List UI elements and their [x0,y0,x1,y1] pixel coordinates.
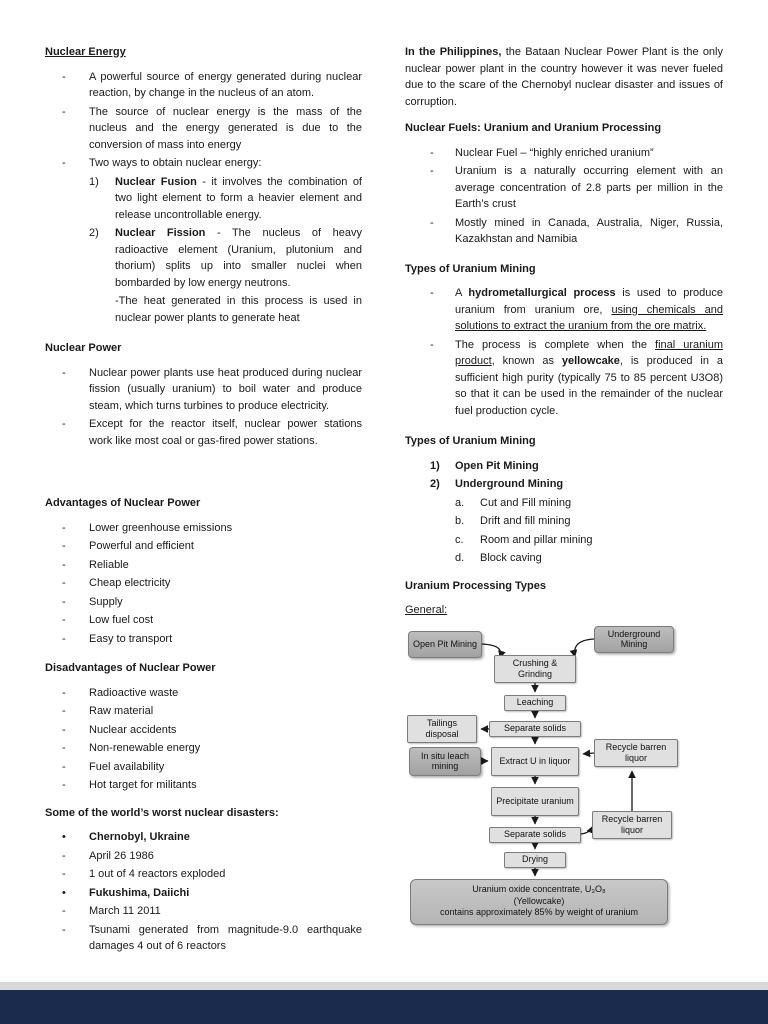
list-item-lettered [455,550,723,567]
list-item-text: Cut and Fill mining [480,496,572,509]
list-item [45,538,362,555]
list-item-text: Fuel availability [89,760,165,773]
list-item-text: Chernobyl, Ukraine [89,831,190,843]
list-item-numbered [89,225,362,291]
list-item [405,163,723,213]
list-item-text: Nuclear Fuel – “highly enriched uranium” [455,146,654,159]
dash-bullet: - [62,705,66,717]
yellowcake-line-1: Uranium oxide concentrate, U₃O₈ [472,883,606,894]
list-item-text: Open Pit Mining [455,459,539,472]
list-item [45,885,362,902]
dash-bullet: - [62,723,66,736]
dash-bullet: - [62,540,66,552]
yellowcake-line-3: contains approximately 85% by weight of uranium [439,907,639,918]
dash-bullet: - [62,849,66,862]
page-edge-strip [0,982,768,990]
heading-nuclear-power: Nuclear Power [45,342,122,354]
list-item-text: The process is complete when the final uranium product, known as yellowcake, is produced in a sufficient high purity (typically 75 to 85 percent U3O8) so that it can be used in the remainder of the nuclear fuel production cycle. [455,338,723,417]
flowchart-box-underground-mining: Underground Mining [594,626,674,653]
dash-bullet: - [430,287,434,299]
dash-bullet: - [62,70,66,83]
list-item [45,685,362,702]
list-item [45,703,362,720]
list-item-text: Underground Mining [455,478,564,490]
list-number: 2) [430,478,440,490]
dash-bullet: - [62,418,66,430]
flowchart-box-extract-u-in-liquor: Extract U in liquor [491,747,579,776]
dash-bullet: - [62,742,66,754]
list-item [45,612,362,629]
list-item-text: Cheap electricity [89,577,171,589]
uranium-processing-flowchart [405,625,723,927]
list-item-lettered [455,495,723,512]
heading-disasters: Some of the world’s worst nuclear disasters: [45,806,279,819]
list-item-text: Block caving [480,552,542,564]
dash-bullet: - [62,595,66,608]
list-item-text: Nuclear Fission - The nucleus of heavy radioactive element (Uranium, plutonium and thorium) splits up into smaller nuclei when bombarded by low energy neutrons. [115,227,362,289]
list-item [45,69,362,102]
list-letter: c. [455,533,464,546]
list-number: 1) [89,175,99,188]
list-item [45,777,362,794]
list-item [45,416,362,449]
list-item [45,557,362,574]
dash-bullet: - [62,521,66,534]
list-item [45,829,362,846]
dash-bullet: - [62,366,66,379]
list-item [45,922,362,955]
list-item-text: April 26 1986 [89,849,154,862]
dot-bullet: • [62,831,66,843]
list-item-text: Nuclear accidents [89,723,177,736]
section-disasters [45,805,362,955]
flowchart-box-precipitate-uranium: Precipitate uranium [491,787,579,816]
list-item [45,631,362,648]
heading-types-of-uranium-mining: Types of Uranium Mining [405,262,536,275]
list-item [45,759,362,776]
dash-bullet: - [430,165,434,177]
dash-bullet: - [62,923,66,936]
flowchart-box-recycle-barren-liquor-2: Recycle barren liquor [592,811,672,839]
list-item-text: Lower greenhouse emissions [89,521,233,534]
left-column [45,44,362,957]
viewer-footer-bar [0,990,768,1024]
dash-bullet: - [62,779,66,791]
list-item-text: Drift and fill mining [480,515,571,527]
section-nuclear-energy [45,44,362,326]
list-item-text: Supply [89,595,123,608]
flowchart-box-crushing-grinding: Crushing & Grinding [494,655,576,683]
list-item-text: Nuclear power plants use heat produced during nuclear fission (usually uranium) to boil water and produce steam, which turns turbines to produce electricity. [89,366,362,412]
list-item-text: A hydrometallurgical process is used to produce uranium from uranium ore, using chemicals and solutions to extract the uranium from the ore matrix. [455,287,723,332]
dot-bullet: • [62,886,66,899]
list-item-text: 1 out of 4 reactors exploded [89,868,226,880]
heading-advantages: Advantages of Nuclear Power [45,497,201,509]
heading-uranium-processing-types: Uranium Processing Types [405,579,547,592]
section-nuclear-power [45,340,362,449]
list-letter: a. [455,496,465,509]
list-item [45,848,362,865]
list-item [45,740,362,757]
list-item-text: March 11 2011 [89,905,161,917]
list-item [45,104,362,154]
dash-bullet: - [430,338,434,351]
heading-disadvantages: Disadvantages of Nuclear Power [45,662,216,674]
philippines-paragraph: In the Philippines, the Bataan Nuclear Power Plant is the only nuclear power plant in the country however it was never fueled due to the scare of the Chernobyl nuclear disaster and issues of corruption. [405,46,723,108]
section-nuclear-fuels [405,120,723,248]
list-number: 1) [430,459,440,472]
list-item-numbered [430,476,723,493]
list-item-text: Nuclear Fusion - it involves the combination of two light element to form a heavier element and release uncontrollable energy. [115,175,362,221]
dash-bullet: - [62,905,66,917]
dash-bullet: - [430,216,434,229]
flowchart-box-recycle-barren-liquor-1: Recycle barren liquor [594,739,678,767]
yellowcake-line-2: (Yellowcake) [513,895,565,906]
list-item-text: Mostly mined in Canada, Australia, Niger, Russia, Kazakhstan and Namibia [455,216,723,245]
list-item-text: Non-renewable energy [89,742,201,754]
list-item [405,215,723,248]
dash-bullet: - [62,686,66,699]
section-uranium-mining-process [405,261,723,420]
list-item-text: The source of nuclear energy is the mass of the nucleus and the energy generated is due to the conversion of mass into energy [89,105,362,151]
list-item [405,145,723,162]
dash-bullet: - [62,558,66,571]
list-item [45,903,362,920]
dash-bullet: - [62,614,66,626]
list-item-text: Reliable [89,558,129,571]
dash-bullet: - [62,632,66,645]
flowchart-box-leaching: Leaching [504,695,566,711]
list-item-text: Except for the reactor itself, nuclear power stations work like most coal or gas-fired power stations. [89,418,362,447]
flowchart-box-in-situ-leach-mining: In situ leach mining [409,747,481,776]
flowchart-box-separate-solids-1: Separate solids [489,721,581,737]
list-number: 2) [89,227,99,239]
section-uranium-processing [405,578,723,927]
list-item-text: Easy to transport [89,632,173,645]
flowchart-box-open-pit-mining: Open Pit Mining [408,631,482,658]
dash-bullet: - [430,146,434,159]
list-item [45,365,362,415]
list-item-text: Room and pillar mining [480,533,593,546]
section-disadvantages [45,660,362,794]
dash-bullet: - [62,868,66,880]
flowchart-box-separate-solids-2: Separate solids [489,827,581,843]
list-item-numbered [430,458,723,475]
section-advantages [45,495,362,647]
subheading-general: General: [405,604,448,616]
list-letter: d. [455,552,465,564]
dash-bullet: - [62,760,66,773]
list-item [45,155,362,172]
flowchart-box-yellowcake-product [410,879,668,925]
list-letter: b. [455,515,465,527]
right-column [405,44,723,957]
list-item-text: Powerful and efficient [89,540,194,552]
list-item-lettered [455,532,723,549]
list-item-text: Hot target for militants [89,779,197,791]
list-item-numbered [89,174,362,224]
list-item-text: Raw material [89,705,154,717]
list-item [45,866,362,883]
heading-nuclear-fuels: Nuclear Fuels: Uranium and Uranium Processing [405,122,662,134]
list-item [405,285,723,335]
list-item-text: Fukushima, Daiichi [89,886,190,899]
list-item-text: Radioactive waste [89,686,179,699]
dash-bullet: - [62,157,66,169]
flowchart-box-tailings-disposal: Tailings disposal [407,715,477,743]
list-item [45,575,362,592]
dash-bullet: - [62,577,66,589]
list-item [405,337,723,420]
flowchart-box-drying: Drying [504,852,566,868]
list-item-text: Two ways to obtain nuclear energy: [89,157,262,169]
list-item-text: Tsunami generated from magnitude-9.0 earthquake damages 4 out of 6 reactors [89,923,362,952]
list-item-text: Uranium is a naturally occurring element with an average concentration of 2.8 parts per million in the Earth’s crust [455,165,723,210]
fission-note: -The heat generated in this process is used in nuclear power plants to generate heat [115,295,362,324]
list-item [45,594,362,611]
list-item-text: A powerful source of energy generated during nuclear reaction, by change in the nucleus of an atom. [89,70,362,99]
heading-types-of-uranium-mining-2: Types of Uranium Mining [405,435,536,447]
list-item [45,520,362,537]
heading-nuclear-energy: Nuclear Energy [45,46,126,58]
section-uranium-mining-types [405,433,723,567]
list-item-text: Low fuel cost [89,614,154,626]
list-item [45,722,362,739]
list-item-lettered [455,513,723,530]
dash-bullet: - [62,105,66,118]
